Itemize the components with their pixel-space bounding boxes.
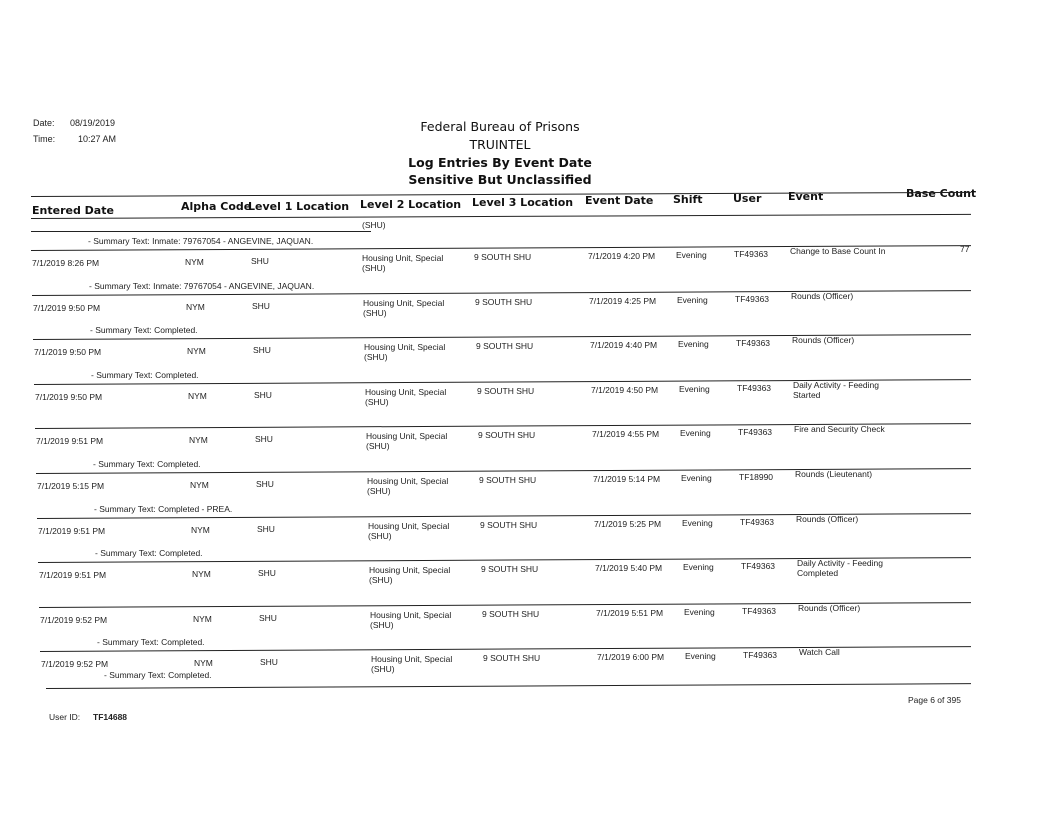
level1-location-cell: SHU (252, 300, 270, 311)
header-bottom-rule (31, 214, 971, 219)
level3-location-cell: 9 SOUTH SHU (480, 519, 538, 530)
entered-date-cell: 7/1/2019 9:51 PM (36, 436, 104, 447)
alpha-code-cell: NYM (192, 569, 211, 580)
shift-cell: Evening (684, 606, 715, 617)
entered-date-cell: 7/1/2019 9:51 PM (39, 570, 107, 581)
base-count-cell: 77 (960, 244, 970, 254)
date-label: Date: (33, 118, 55, 128)
alpha-code-cell: NYM (189, 435, 208, 446)
level2-location-cell: Housing Unit, Special (SHU) (362, 253, 444, 273)
event-cell: Rounds (Officer) (792, 335, 855, 346)
col-alpha-code: Alpha Code (181, 200, 252, 213)
level3-location-cell: 9 SOUTH SHU (482, 608, 540, 619)
event-cell: Daily Activity - Feeding Completed (797, 558, 883, 579)
level3-location-cell: 9 SOUTH SHU (476, 341, 534, 352)
level1-location-cell: SHU (254, 389, 272, 400)
summary-text: - Summary Text: Completed. (95, 548, 203, 559)
user-cell: TF49363 (734, 249, 769, 259)
shift-cell: Evening (685, 651, 716, 662)
event-date-cell: 7/1/2019 5:14 PM (593, 474, 661, 484)
level1-location-cell: SHU (259, 612, 277, 623)
level3-location-cell: 9 SOUTH SHU (481, 564, 539, 575)
col-entered-date: Entered Date (32, 204, 114, 217)
shift-cell: Evening (676, 250, 707, 260)
alpha-code-cell: NYM (190, 480, 209, 490)
level1-location-cell: SHU (255, 434, 273, 445)
event-cell: Rounds (Officer) (796, 513, 859, 524)
user-cell: TF49363 (740, 516, 775, 527)
alpha-code-cell: NYM (187, 346, 206, 357)
level1-location-cell: SHU (260, 657, 278, 668)
alpha-code-cell: NYM (191, 524, 210, 535)
user-cell: TF18990 (739, 472, 774, 482)
summary-text: - Summary Text: Completed. (97, 637, 205, 648)
shift-cell: Evening (680, 428, 711, 439)
user-id-label: User ID: (49, 712, 81, 722)
entered-date-cell: 7/1/2019 9:50 PM (33, 302, 101, 313)
user-cell: TF49363 (738, 427, 773, 438)
alpha-code-cell: NYM (186, 301, 205, 312)
level2-location-cell: Housing Unit, Special (SHU) (363, 297, 445, 318)
event-date-cell: 7/1/2019 5:40 PM (595, 563, 663, 574)
level2-location-cell: Housing Unit, Special (SHU) (369, 565, 451, 586)
event-cell: Fire and Security Check (794, 424, 885, 435)
level2-location-cell: Housing Unit, Special (SHU) (370, 609, 452, 630)
level2-location-cell: Housing Unit, Special (SHU) (366, 431, 448, 452)
col-level2-location: Level 2 Location (360, 198, 462, 211)
event-date-cell: 7/1/2019 6:00 PM (597, 652, 665, 663)
entered-date-cell: 7/1/2019 9:50 PM (35, 391, 103, 402)
level3-location-cell: 9 SOUTH SHU (483, 653, 541, 664)
event-date-cell: 7/1/2019 4:40 PM (590, 340, 658, 351)
level2-location-cell: Housing Unit, Special (SHU) (365, 386, 447, 407)
final-rule (46, 683, 971, 689)
event-cell: Watch Call (799, 647, 840, 658)
event-date-cell: 7/1/2019 4:25 PM (589, 295, 657, 306)
shift-cell: Evening (682, 517, 713, 528)
final-summary-text: - Summary Text: Completed. (104, 670, 212, 680)
event-cell: Change to Base Count In (790, 246, 886, 256)
event-date-cell: 7/1/2019 4:20 PM (588, 251, 656, 261)
entered-date-cell: 7/1/2019 8:26 PM (32, 258, 100, 268)
level1-location-cell: SHU (258, 568, 276, 579)
shift-cell: Evening (678, 339, 709, 350)
time-label: Time: (33, 134, 56, 144)
level1-location-cell: SHU (253, 345, 271, 356)
col-event-date: Event Date (585, 194, 654, 207)
level1-location-cell: SHU (256, 479, 274, 489)
entered-date-cell: 7/1/2019 9:51 PM (38, 525, 106, 536)
user-cell: TF49363 (742, 605, 777, 616)
event-date-cell: 7/1/2019 4:55 PM (592, 429, 660, 440)
user-cell: TF49363 (737, 382, 772, 393)
level2-location-cell: Housing Unit, Special (SHU) (371, 654, 453, 675)
event-date-cell: 7/1/2019 4:50 PM (591, 384, 659, 395)
user-id-value: TF14688 (93, 712, 128, 722)
report-classification: Sensitive But Unclassified (408, 172, 592, 187)
col-shift: Shift (673, 193, 703, 206)
col-base-count: Base Count (906, 187, 977, 200)
summary-text: - Summary Text: Inmate: 79767054 - ANGEVINE, JAQUAN. (88, 236, 314, 246)
user-cell: TF49363 (735, 293, 770, 304)
carryover-rule (31, 231, 371, 232)
date-value: 08/19/2019 (70, 118, 116, 128)
entered-date-cell: 7/1/2019 9:52 PM (41, 659, 109, 670)
event-cell: Rounds (Officer) (798, 602, 861, 613)
summary-text: - Summary Text: Completed. (90, 325, 198, 336)
level3-location-cell: 9 SOUTH SHU (478, 430, 536, 441)
entered-date-cell: 7/1/2019 9:52 PM (40, 614, 108, 625)
alpha-code-cell: NYM (188, 390, 207, 401)
level2-location-cell: Housing Unit, Special (SHU) (368, 520, 450, 541)
user-cell: TF49363 (736, 338, 771, 349)
summary-text: - Summary Text: Completed. (93, 459, 201, 469)
shift-cell: Evening (679, 383, 710, 394)
alpha-code-cell: NYM (194, 658, 213, 669)
event-cell: Rounds (Lieutenant) (795, 469, 873, 479)
event-date-cell: 7/1/2019 5:25 PM (594, 518, 662, 529)
event-cell: Rounds (Officer) (791, 290, 854, 301)
shift-cell: Evening (677, 294, 708, 305)
alpha-code-cell: NYM (193, 613, 212, 624)
time-value: 10:27 AM (78, 134, 117, 144)
col-event: Event (788, 190, 824, 203)
level3-location-cell: 9 SOUTH SHU (474, 252, 532, 262)
summary-text: - Summary Text: Completed. (91, 369, 199, 380)
summary-text: - Summary Text: Inmate: 79767054 - ANGEVINE, JAQUAN. (89, 280, 315, 291)
entered-date-cell: 7/1/2019 5:15 PM (37, 481, 105, 491)
alpha-code-cell: NYM (185, 257, 204, 267)
col-level1-location: Level 1 Location (248, 200, 350, 213)
summary-text: - Summary Text: Completed - PREA. (94, 503, 233, 514)
level1-location-cell: SHU (257, 523, 275, 534)
shift-cell: Evening (683, 562, 714, 573)
report-title: Log Entries By Event Date (408, 155, 592, 170)
page-number: Page 6 of 395 (908, 695, 961, 705)
level2-location-cell: Housing Unit, Special (SHU) (367, 476, 449, 496)
carryover-level2-text: (SHU) (362, 220, 386, 230)
level3-location-cell: 9 SOUTH SHU (475, 296, 533, 307)
level3-location-cell: 9 SOUTH SHU (479, 475, 537, 485)
report-agency-title: Federal Bureau of Prisons (420, 119, 580, 134)
level1-location-cell: SHU (251, 256, 269, 266)
col-level3-location: Level 3 Location (472, 196, 574, 209)
level2-location-cell: Housing Unit, Special (SHU) (364, 342, 446, 363)
event-date-cell: 7/1/2019 5:51 PM (596, 607, 664, 618)
report-system-title: TRUINTEL (469, 137, 531, 152)
col-user: User (733, 192, 762, 205)
user-cell: TF49363 (743, 650, 778, 661)
entered-date-cell: 7/1/2019 9:50 PM (34, 347, 102, 358)
level3-location-cell: 9 SOUTH SHU (477, 385, 535, 396)
shift-cell: Evening (681, 473, 712, 483)
event-cell: Daily Activity - Feeding Started (793, 379, 879, 400)
user-cell: TF49363 (741, 561, 776, 572)
